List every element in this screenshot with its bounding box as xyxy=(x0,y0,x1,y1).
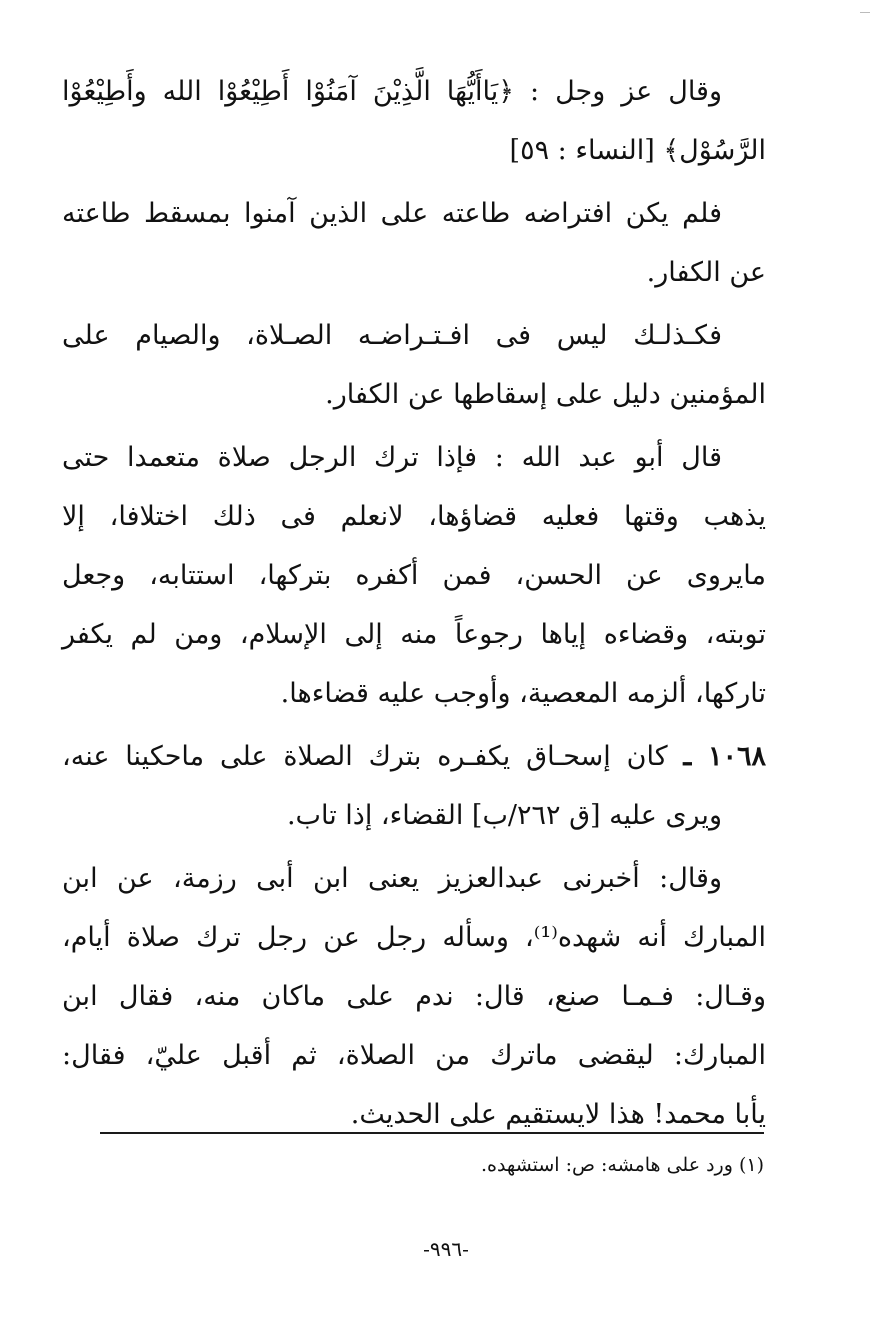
text-line xyxy=(62,727,766,786)
text-line: توبته، وقضاءه إياها رجوعاً منه إلى الإسلام، ومن لم يكفر xyxy=(62,619,766,650)
text-line: قال أبو عبد الله : فإذا ترك الرجل صلاة متعمدا حتى xyxy=(62,442,722,473)
text-line: فلم يكن افتراضه طاعته على الذين آمنوا بمسقط طاعته xyxy=(62,198,722,229)
paragraph-abu-abdullah xyxy=(62,428,766,723)
paragraph-1068 xyxy=(62,727,766,845)
text-line: الرَّسُوْل﴾ [النساء : ٥٩] xyxy=(509,135,766,166)
text-line: مايروى عن الحسن، فمن أكفره بتركها، استتابه، وجعل xyxy=(62,560,766,591)
text-line: وقال: أخبرنى عبدالعزيز يعنى ابن أبى رزمة، عن ابن xyxy=(62,863,722,894)
text-line: عن الكفار. xyxy=(646,257,766,288)
text-line: المبارك أنه شهده⁽¹⁾، وسأله رجل عن رجل ترك صلاة أيام، xyxy=(62,922,766,953)
paragraph-quran-verse xyxy=(62,62,766,180)
footnote: (١) ورد على هامشه: ص: استشهده. xyxy=(480,1154,764,1176)
paragraph-obedience xyxy=(62,184,766,302)
text-line: ويرى عليه [ق ٢٦٢/ب] القضاء، إذا تاب. xyxy=(286,800,722,831)
text-line: المؤمنين دليل على إسقاطها عن الكفار. xyxy=(325,379,766,410)
text-line: يأبا محمد! هذا لايستقيم على الحديث. xyxy=(350,1099,766,1130)
text-line: المبارك: ليقضى ماترك من الصلاة، ثم أقبل عليّ، فقال: xyxy=(62,1040,766,1071)
entry-text: كان إسحـاق يكفـره بترك الصلاة على ماحكينا عنه، xyxy=(62,741,668,772)
paragraph-prayer-fasting xyxy=(62,306,766,424)
scan-speck xyxy=(860,12,870,13)
page-number: -٩٩٦- xyxy=(423,1237,469,1261)
text-line: يذهب وقتها فعليه قضاؤها، لانعلم فى ذلك اختلافا، إلا xyxy=(62,501,766,532)
text-line: وقـال: فـمـا صنع، قال: ندم على ماكان منه، فقال ابن xyxy=(62,981,766,1012)
footnote-divider xyxy=(100,1132,764,1134)
text-line: تاركها، ألزمه المعصية، وأوجب عليه قضاءها. xyxy=(280,678,766,709)
text-line: وقال عز وجل : ﴿يَاأَيُّهَا الَّذِيْنَ آمَنُوْا أَطِيْعُوْا الله وأَطِيْعُوْا xyxy=(62,76,722,107)
main-text xyxy=(62,62,766,1148)
paragraph-ibn-almubarak xyxy=(62,849,766,1144)
entry-number: ١٠٦٨ ـ xyxy=(683,741,766,772)
text-line: فكـذلـك ليس فى افـتـراضـه الصـلاة، والصيام على xyxy=(62,320,722,351)
